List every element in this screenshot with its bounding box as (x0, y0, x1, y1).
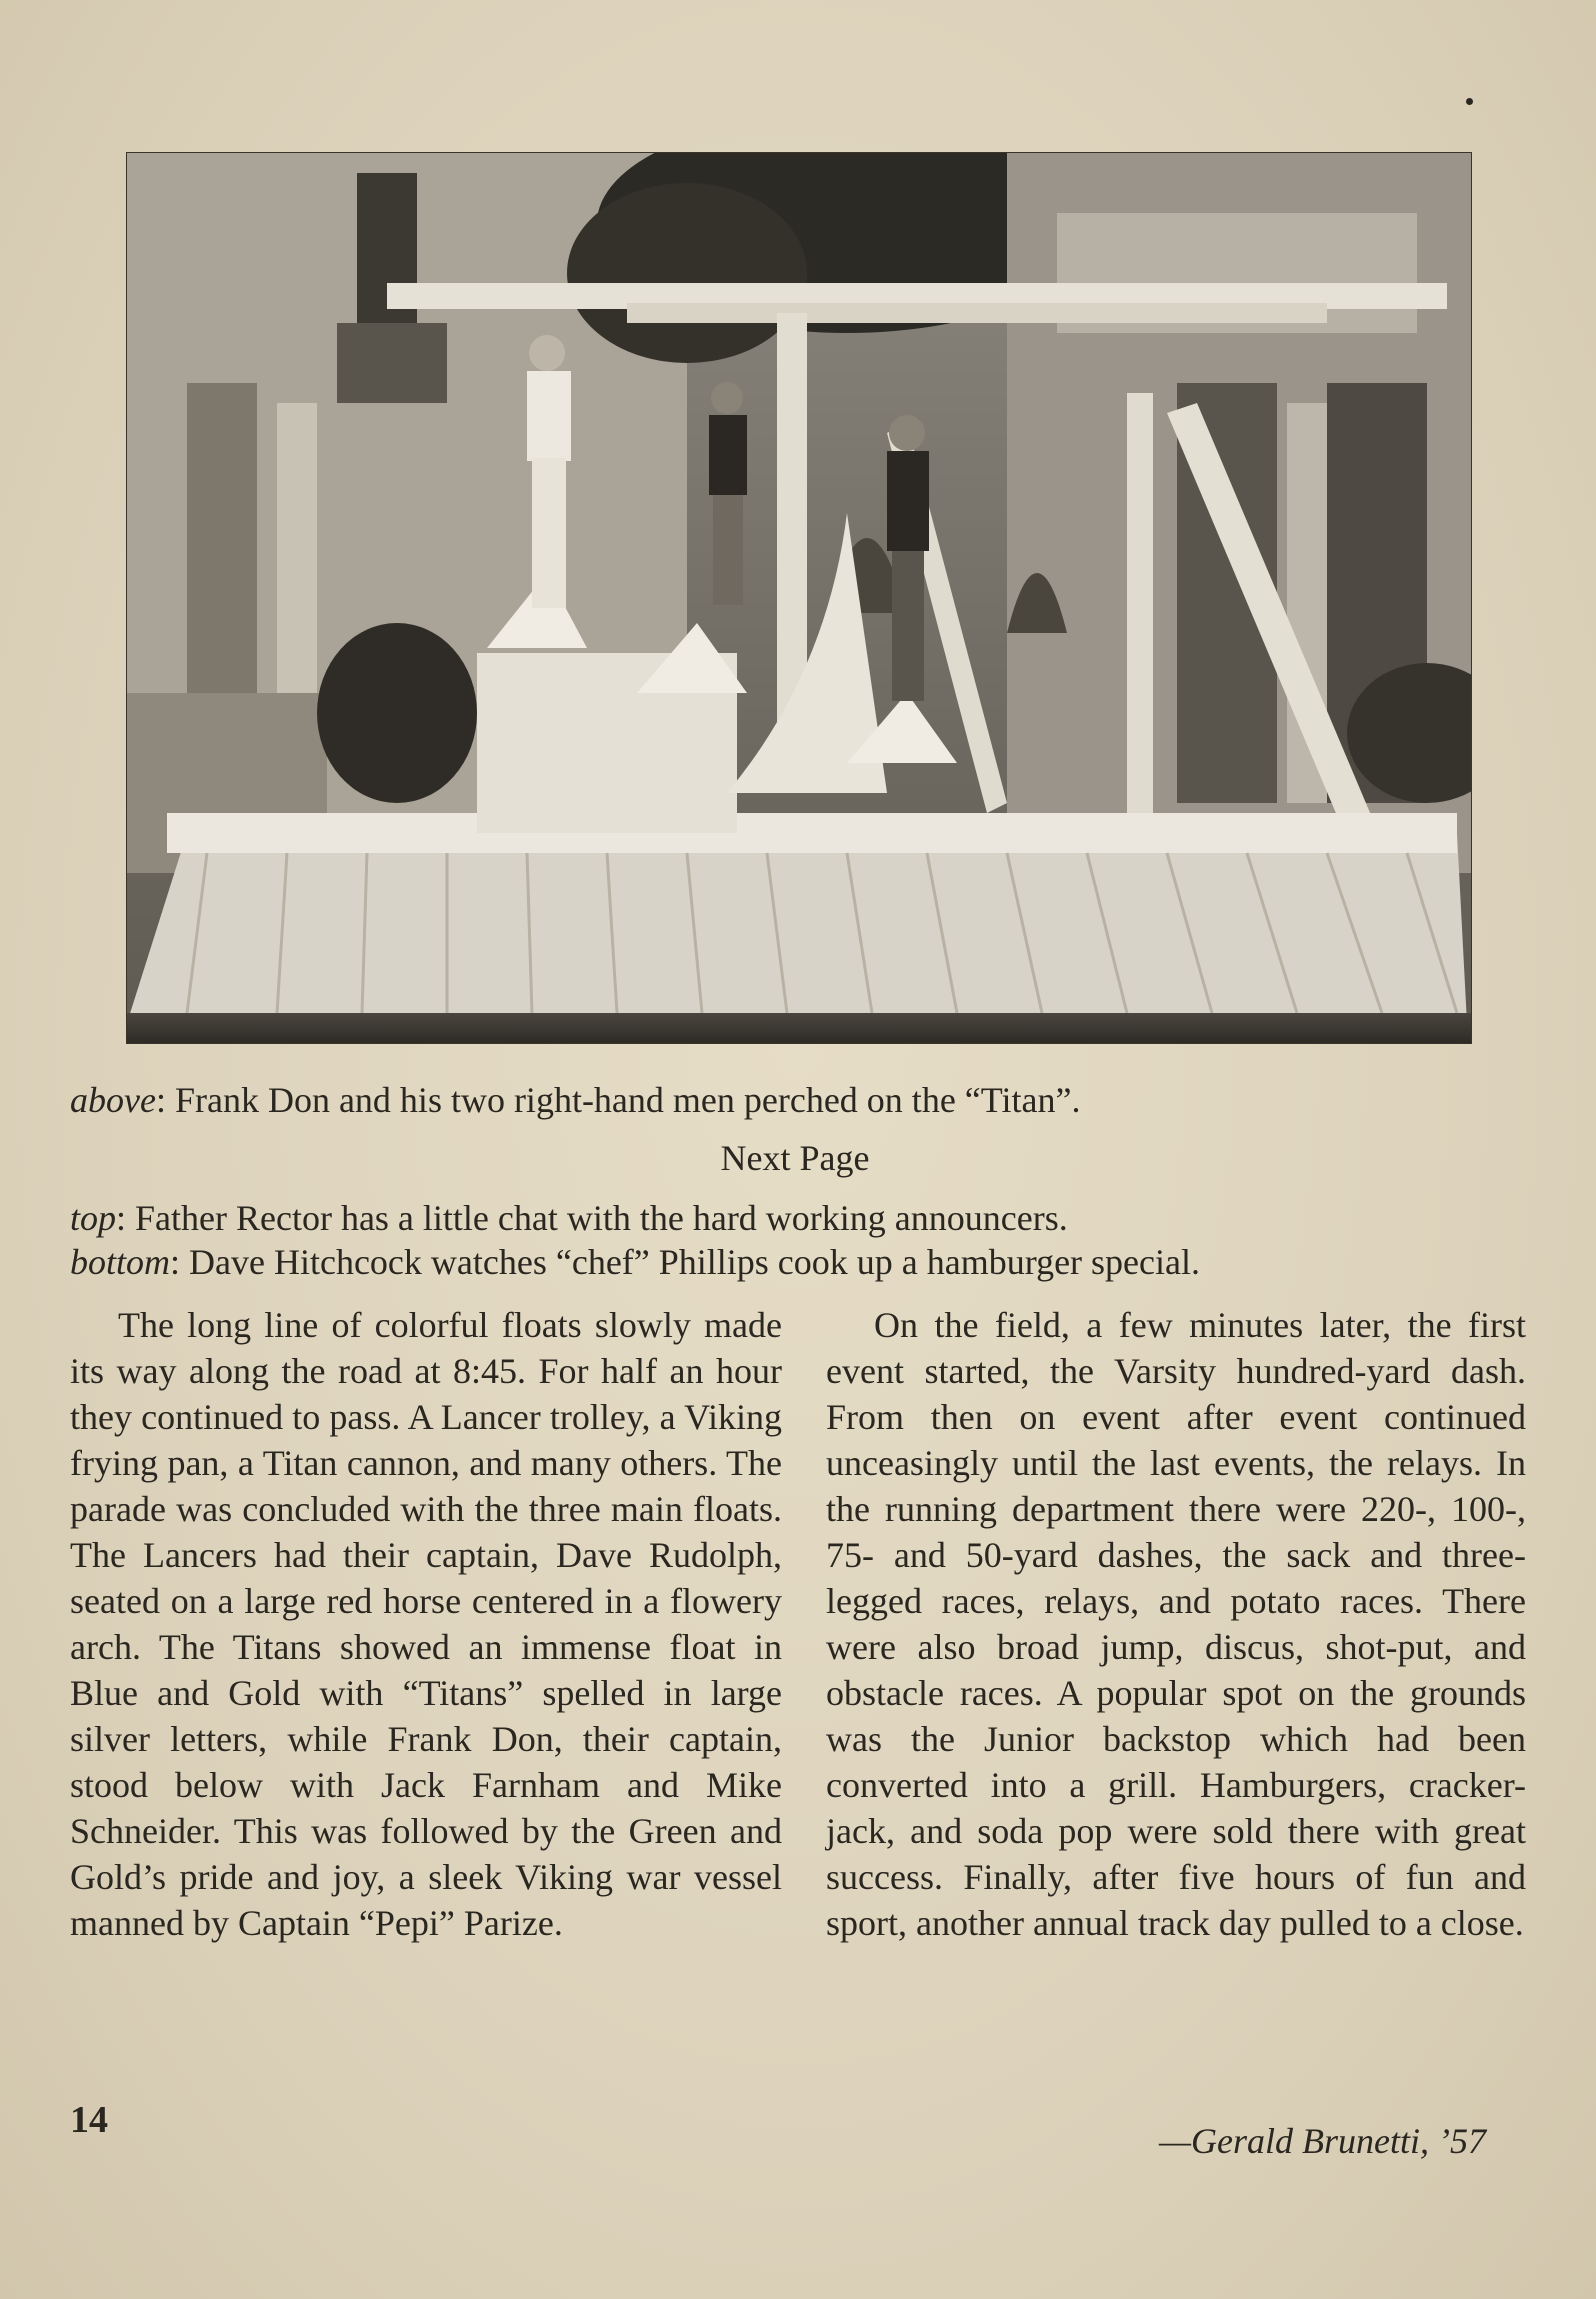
float-photo (126, 152, 1472, 1044)
caption-top-label: top (70, 1198, 117, 1238)
article-right-paragraph: On the field, a few minutes later, the first event started, the Varsity hundred-yard dash. From then on event after event continued unceasingly until the last events, the relays. In the running department there were 220-, 100-, 75- and 50-yard dashes, the sack and three-legged races, relays, and potato races. There were also broad jump, discus, shot-put, and obstacle races. A popular spot on the grounds was the Junior backstop which had been converted into a grill. Hamburgers, cracker-jack, and soda pop were sold there with great success. Finally, after five hours of fun and sport, another annual track day pulled to a close. (826, 1305, 1526, 1943)
author-byline: —Gerald Brunetti, ’57 (1159, 2121, 1486, 2161)
titan-float-photo-illustration (127, 153, 1471, 1043)
caption-bottom-text: : Dave Hitchcock watches “chef” Phillips cook up a hamburger special. (170, 1242, 1200, 1282)
ink-speck (1466, 98, 1473, 105)
page-number: 14 (70, 2099, 108, 2141)
article-right-column (826, 1302, 1526, 1946)
caption-above (70, 1078, 1530, 1122)
caption-above-label: above (70, 1080, 156, 1120)
article-left-paragraph: The long line of colorful floats slowly made its way along the road at 8:45. For half an hour they continued to pass. A Lancer trolley, a Viking frying pan, a Titan cannon, and many others. The parade was concluded with the three main floats. The Lancers had their captain, Dave Rudolph, seated on a large red horse centered in a flowery arch. The Titans showed an immense float in Blue and Gold with “Titans” spelled in large silver letters, while Frank Don, their captain, stood below with Jack Farnham and Mike Schneider. This was followed by the Green and Gold’s pride and joy, a sleek Viking war vessel manned by Captain “Pepi” Parize. (70, 1305, 782, 1943)
caption-bottom (70, 1240, 1530, 1284)
caption-bottom-label: bottom (70, 1242, 171, 1282)
caption-top-text: : Father Rector has a little chat with the hard working announcers. (116, 1198, 1068, 1238)
article-left-column (70, 1302, 782, 1946)
caption-above-text: : Frank Don and his two right-hand men perched on the “Titan”. (155, 1080, 1081, 1120)
caption-top (70, 1196, 1530, 1240)
caption-next-page: Next Page (720, 1138, 870, 1178)
